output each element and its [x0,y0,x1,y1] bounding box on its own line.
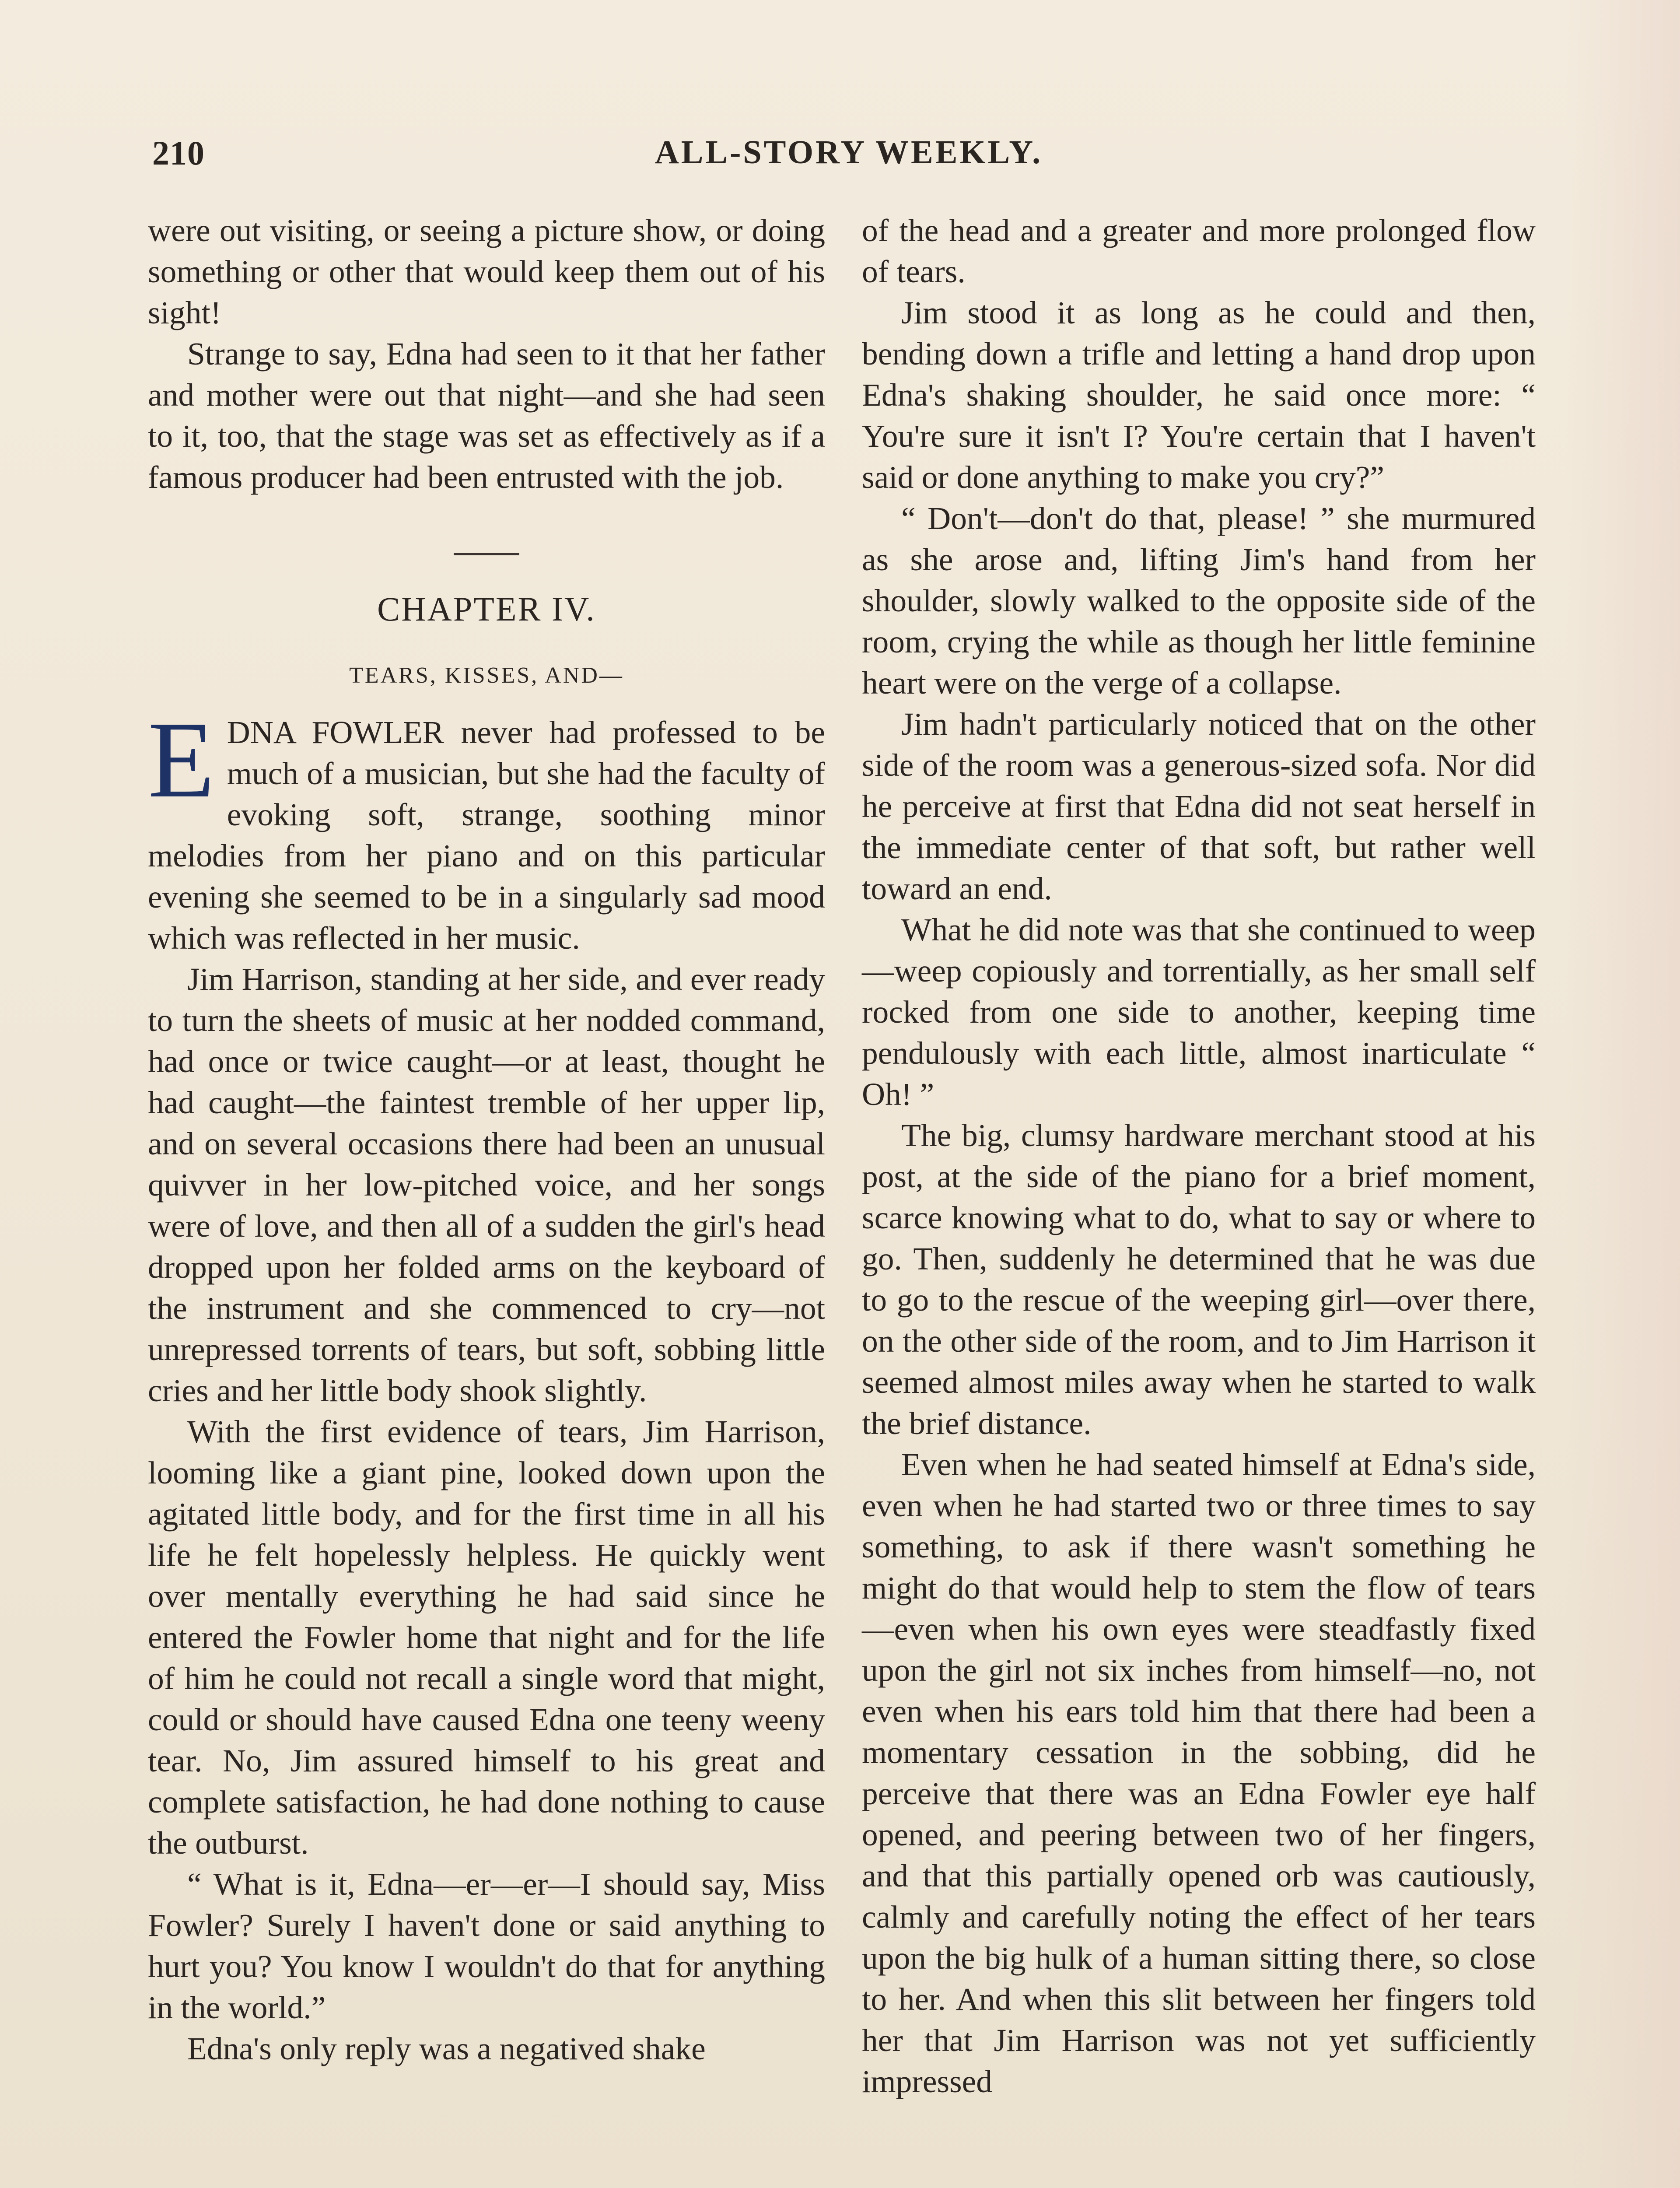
running-title: ALL-STORY WEEKLY. [654,134,1043,171]
left-column [148,210,825,2069]
paragraph: Strange to say, Edna had seen to it that her father and mother were out that night—and she had seen to it, too, that the stage was set as effectively as if a famous producer had been entrusted with the job. [148,336,825,495]
paragraph: Edna's only reply was a negatived shake [187,2031,706,2066]
paragraph: “ What is it, Edna—er—er—I should say, Miss Fowler? Surely I haven't done or said anything to hurt you? You know I wouldn't do that for anything in the world.” [148,1866,825,2025]
paragraph: With the first evidence of tears, Jim Harrison, looming like a giant pine, looked down upon the agitated little body, and for the first time in all his life he felt hopelessly helpless. He quickly went over mentally everything he had said since he entered the Fowler home that night and for the life of him he could not recall a single word that might, could or should have caused Edna one teeny weeny tear. No, Jim assured himself to his great and complete satisfaction, he had done nothing to cause the outburst. [148,1414,825,1861]
chapter-heading: CHAPTER IV. [377,590,596,628]
paragraph: Jim hadn't particularly noticed that on the other side of the room was a generous-sized sofa. Nor did he perceive at first that Edna did not seat herself in the immediate center of that soft, but rather well toward an end. [862,706,1536,906]
chapter-subtitle: TEARS, KISSES, AND— [349,663,624,688]
right-column [862,210,1536,2102]
paragraph: Jim Harrison, standing at her side, and ever ready to turn the sheets of music at her nodded command, had once or twice caught—or at least, thought he had caught—the faintest tremble of her upper lip, and on several occasions there had been an unusual quivver in her low-pitched voice, and her songs were of love, and then all of a sudden the girl's head dropped upon her folded arms on the keyboard of the instrument and she commenced to cry—not unrepressed torrents of tears, but soft, sobbing little cries and her little body shook slightly. [148,961,825,1408]
opening-paragraph [148,699,825,959]
drop-cap: E [148,699,215,820]
page-header [152,133,1545,182]
section-divider [454,553,519,555]
paragraph: of the head and a greater and more prolonged flow of tears. [862,213,1536,289]
paragraph: The big, clumsy hardware merchant stood at his post, at the side of the piano for a brief moment, scarce knowing what to do, what to say or where to go. Then, suddenly he determined that he was due to go to the rescue of the weeping girl—over there, on the other side of the room, and to Jim Harrison it seemed almost miles away when he started to walk the brief distance. [862,1118,1536,1441]
opening-paragraph-text: DNA FOWLER never had professed to be much of a musician, but she had the faculty of evoking soft, strange, soothing minor melodies from her piano and on this particular evening she seemed to be in a singularly sad mood which was reflected in her music. [148,715,825,956]
paragraph: Jim stood it as long as he could and then, bending down a trifle and letting a hand drop upon Edna's shaking shoulder, he said once more: “ You're sure it isn't I? You're certain that I haven't said or done anything to make you cry?” [862,295,1536,495]
paragraph: What he did note was that she continued to weep—weep copiously and torrentially, as her small self rocked from one side to another, keeping time pendulously with each little, almost inarticulate “ Oh! ” [862,912,1536,1112]
paragraph: were out visiting, or seeing a picture show, or doing something or other that would keep them out of his sight! [148,213,825,330]
page-number: 210 [152,134,205,172]
paragraph: Even when he had seated himself at Edna's side, even when he had started two or three times to say something, to ask if there wasn't something he might do that would help to stem the flow of tears—even when his own eyes were steadfastly fixed upon the girl not six inches from himself—no, not even when his ears told him that there had been a momentary cessation in the sobbing, did he perceive that there was an Edna Fowler eye half opened, and peering between two of her fingers, and that this partially opened orb was cautiously, calmly and carefully noting the effect of her tears upon the big hulk of a human sitting there, so close to her. And when this slit between her fingers told her that Jim Harrison was not yet sufficiently impressed [862,1447,1536,2099]
paragraph: “ Don't—don't do that, please! ” she murmured as she arose and, lifting Jim's hand from her shoulder, slowly walked to the opposite side of the room, crying the while as though her little feminine heart were on the verge of a collapse. [862,501,1536,701]
